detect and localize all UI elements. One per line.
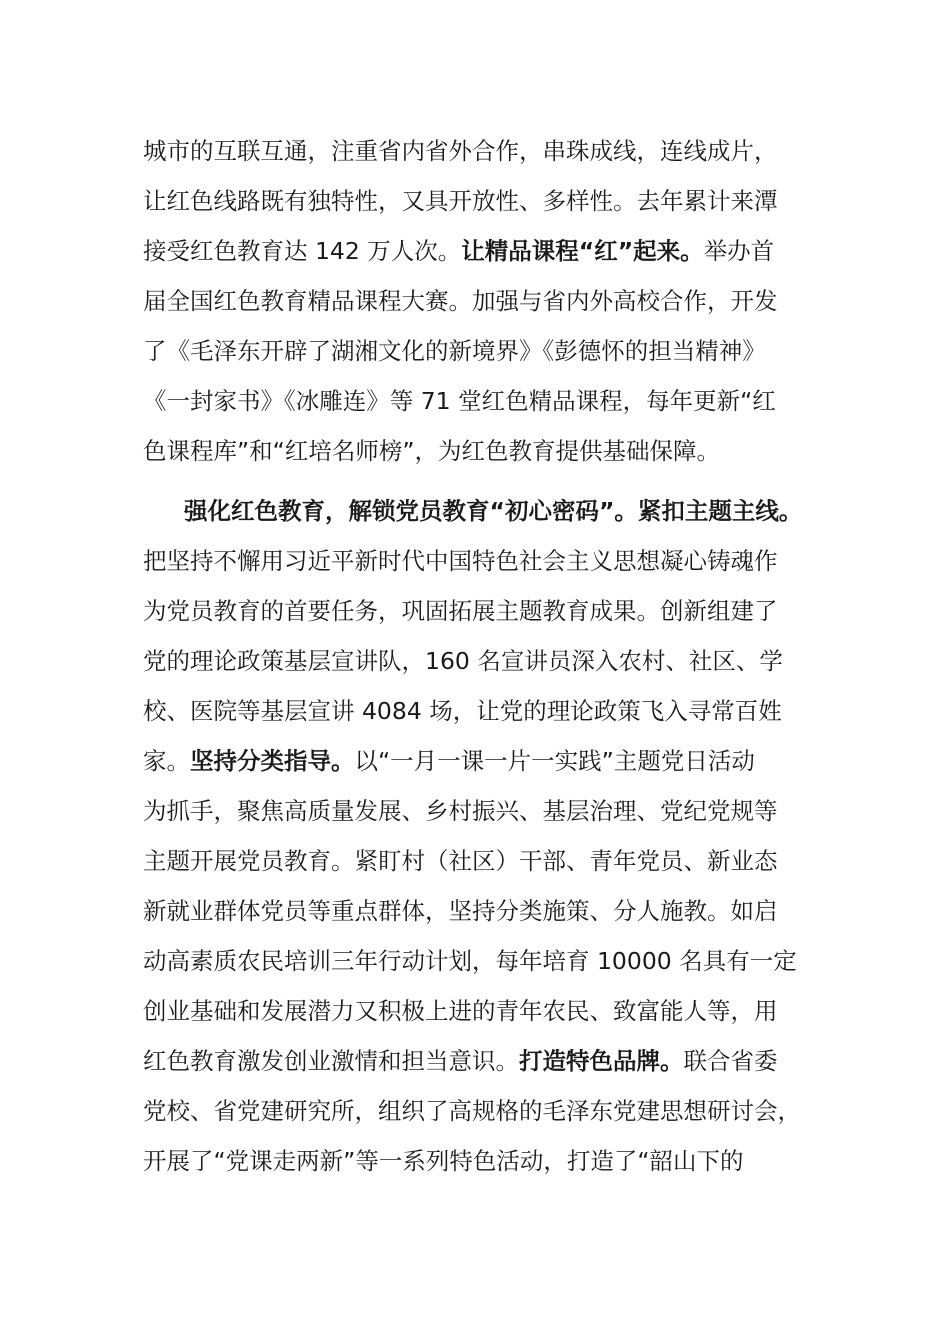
- text-line: [143, 1036, 815, 1086]
- text-line: [143, 686, 815, 736]
- paragraph-1: [143, 126, 815, 476]
- text-run: 《一封家书》《冰雕连》等 71 堂红色精品课程，每年更新“红: [143, 387, 776, 415]
- text-run: 接受红色教育达 142 万人次。: [143, 237, 462, 265]
- text-run: 以“一月一课一片一实践”主题党日活动: [354, 747, 755, 775]
- text-run: 届全国红色教育精品课程大赛。加强与省内外高校合作，开发: [143, 287, 778, 315]
- text-line: [143, 836, 815, 886]
- text-line: [143, 226, 815, 276]
- text-line: [143, 126, 815, 176]
- text-line: [143, 886, 815, 936]
- text-line: [143, 1086, 815, 1136]
- text-run: 主题开展党员教育。紧盯村（社区）干部、青年党员、新业态: [143, 847, 778, 875]
- text-run: 新就业群体党员等重点群体，坚持分类施策、分人施教。如启: [143, 897, 778, 925]
- section-heading-line: [143, 486, 815, 536]
- text-line: [143, 176, 815, 226]
- text-run: 为抓手，聚焦高质量发展、乡村振兴、基层治理、党纪党规等: [143, 797, 778, 825]
- text-line: [143, 586, 815, 636]
- text-run: 城市的互联互通，注重省内省外合作，串珠成线，连线成片，: [143, 137, 778, 165]
- text-run: 了《毛泽东开辟了湖湘文化的新境界》《彭德怀的担当精神》: [143, 337, 766, 365]
- text-run: 色课程库”和“红培名师榜”，为红色教育提供基础保障。: [143, 437, 721, 465]
- text-line: [143, 1136, 815, 1186]
- text-line: [143, 736, 815, 786]
- text-run: 家。: [143, 747, 190, 775]
- text-line: [143, 536, 815, 586]
- text-run: 校、医院等基层宣讲 4084 场，让党的理论政策飞入寻常百姓: [143, 697, 782, 725]
- text-run: 让红色线路既有独特性，又具开放性、多样性。去年累计来潭: [143, 187, 778, 215]
- section-heading: 强化红色教育，解锁党员教育“初心密码”。紧扣主题主线。: [184, 497, 803, 525]
- text-line: [143, 426, 815, 476]
- text-line: [143, 936, 815, 986]
- bold-heading-run: 让精品课程“红”起来。: [461, 237, 704, 265]
- text-run: 为党员教育的首要任务，巩固拓展主题教育成果。创新组建了: [143, 597, 778, 625]
- bold-heading-run: 坚持分类指导。: [190, 747, 355, 775]
- text-run: 动高素质农民培训三年行动计划，每年培育 10000 名具有一定: [143, 947, 797, 975]
- text-line: [143, 276, 815, 326]
- text-run: 举办首: [703, 237, 775, 265]
- text-run: 党的理论政策基层宣讲队，160 名宣讲员深入农村、社区、学: [143, 647, 783, 675]
- text-line: [143, 786, 815, 836]
- text-run: 开展了“党课走两新”等一系列特色活动，打造了“韶山下的: [143, 1147, 744, 1175]
- text-line: [143, 326, 815, 376]
- text-run: 联合省委: [683, 1047, 778, 1075]
- paragraph-2: [143, 486, 815, 1186]
- text-run: 党校、省党建研究所，组织了高规格的毛泽东党建思想研讨会，: [143, 1097, 801, 1125]
- text-run: 红色教育激发创业激情和担当意识。: [143, 1047, 519, 1075]
- text-run: 创业基础和发展潜力又积极上进的青年农民、致富能人等，用: [143, 997, 778, 1025]
- bold-heading-run: 打造特色品牌。: [519, 1047, 684, 1075]
- text-line: [143, 986, 815, 1036]
- text-run: 把坚持不懈用习近平新时代中国特色社会主义思想凝心铸魂作: [143, 547, 778, 575]
- text-line: [143, 376, 815, 426]
- text-line: [143, 636, 815, 686]
